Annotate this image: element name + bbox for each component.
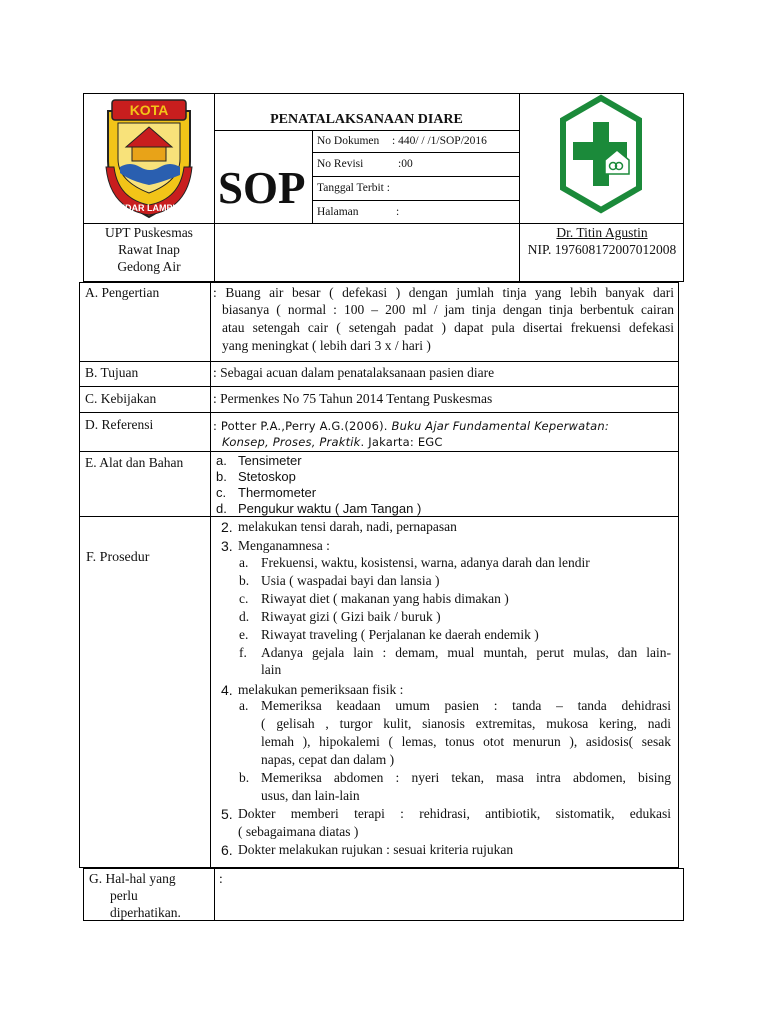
procedure-line: Frekuensi, waktu, kosistensi, warna, adanya darah dan lendir: [261, 555, 590, 570]
halaman-value: :: [396, 206, 400, 218]
section-g-label-2: perlu: [110, 888, 138, 903]
procedure-marker: 6.: [221, 842, 233, 858]
procedure-line: Usia ( waspadai bayi dan lansia ): [261, 573, 440, 588]
no-dokumen-label: No Dokumen: [317, 135, 380, 147]
no-revisi-value: :00: [398, 158, 413, 170]
equipment-item: Tensimeter: [238, 453, 302, 468]
header-divider: [214, 130, 519, 131]
section-a-line: atau setengah cair ( setengah padat ) dapat pula disertai frekuensi defekasi: [222, 320, 674, 335]
reference-authors: : Potter P.A.,Perry A.G.(2006).: [213, 419, 392, 433]
section-g-label-1: G. Hal-hal yang: [89, 871, 176, 886]
halaman-label: Halaman: [317, 206, 359, 218]
procedure-marker: 3.: [221, 538, 233, 554]
equipment-marker: a.: [216, 453, 227, 468]
row-divider: [79, 412, 679, 413]
section-d-label: D. Referensi: [85, 417, 154, 432]
section-b-label: B. Tujuan: [85, 365, 139, 380]
reference-publisher: . Jakarta: EGC: [360, 435, 443, 449]
procedure-marker: b.: [239, 573, 250, 588]
section-d-line-2: [222, 434, 443, 450]
header-divider: [312, 200, 519, 201]
signer-name: Dr. Titin Agustin: [556, 225, 648, 240]
section-g-label-3: diperhatikan.: [110, 905, 181, 920]
procedure-marker: d.: [239, 609, 250, 624]
procedure-line: ( sebagaimana diatas ): [238, 824, 359, 839]
header-divider: [312, 176, 519, 177]
section-g-text: :: [219, 871, 223, 886]
procedure-line: melakukan tensi darah, nadi, pernapasan: [238, 519, 457, 534]
org-line-1: UPT Puskesmas: [105, 225, 193, 240]
procedure-marker: 2.: [221, 519, 233, 535]
procedure-line: usus, dan lain-lain: [261, 788, 360, 803]
row-divider: [79, 361, 679, 362]
city-logo: [100, 97, 198, 219]
document-title: PENATALAKSANAAN DIARE: [270, 112, 463, 127]
reference-title: Buku Ajar Fundamental Keperwatan:: [391, 419, 609, 433]
reference-subtitle: Konsep, Proses, Praktik: [222, 435, 361, 449]
procedure-line: Menganamnesa :: [238, 538, 330, 553]
signer-nip: NIP. 197608172007012008: [527, 242, 677, 257]
procedure-marker: 4.: [221, 682, 233, 698]
section-d-line-1: [213, 418, 609, 434]
body-divider: [210, 282, 211, 868]
equipment-marker: c.: [216, 485, 227, 500]
procedure-marker: b.: [239, 770, 250, 785]
procedure-line: lemah ), hipokalemi ( lemas, tonus otot menurun ), asidosis( sesak: [261, 734, 671, 749]
section-c-label: C. Kebijakan: [85, 391, 157, 406]
procedure-marker: 5.: [221, 806, 233, 822]
procedure-line: Adanya gejala lain : demam, mual muntah, perut mulas, dan lain-: [261, 645, 671, 660]
section-f-label: F. Prosedur: [86, 550, 150, 565]
procedure-line: melakukan pemeriksaan fisik :: [238, 682, 404, 697]
procedure-line: napas, cepat dan dalam ): [261, 752, 395, 767]
procedure-marker: a.: [239, 555, 249, 570]
sop-label: SOP: [218, 163, 306, 213]
section-a-line: : Buang air besar ( defekasi ) dengan jumlah tinja yang lebih banyak dari: [213, 285, 674, 300]
section-a-line: biasanya ( normal : 100 – 200 ml / jam tinja dengan tinja berbentuk cairan: [222, 302, 674, 317]
puskesmas-logo: [555, 94, 647, 214]
equipment-marker: b.: [216, 469, 227, 484]
logo-top-text: KOTA: [129, 102, 169, 118]
procedure-line: Riwayat diet ( makanan yang habis dimakan ): [261, 591, 509, 606]
section-a-line: yang meningkat ( lebih dari 3 x / hari ): [222, 338, 431, 353]
procedure-line: Riwayat gizi ( Gizi baik / buruk ): [261, 609, 441, 624]
procedure-line: Memeriksa abdomen : nyeri tekan, masa intra abdomen, bising: [261, 770, 671, 785]
header-divider: [312, 152, 519, 153]
g-divider: [214, 868, 215, 921]
section-c-text: : Permenkes No 75 Tahun 2014 Tentang Puskesmas: [213, 391, 493, 406]
procedure-marker: c.: [239, 591, 249, 606]
equipment-item: Stetoskop: [238, 469, 296, 484]
procedure-line: ( gelisah , turgor kulit, sianosis extremitas, mukosa kering, nadi: [261, 716, 671, 731]
procedure-line: Riwayat traveling ( Perjalanan ke daerah endemik ): [261, 627, 539, 642]
procedure-line: Memeriksa keadaan umum pasien : tanda – tanda dehidrasi: [261, 698, 671, 713]
tanggal-label: Tanggal Terbit :: [317, 182, 390, 194]
row-divider: [79, 451, 679, 452]
org-line-3: Gedong Air: [117, 259, 181, 274]
equipment-item: Thermometer: [238, 485, 317, 500]
procedure-line: Dokter memberi terapi : rehidrasi, antibiotik, sistomatik, edukasi: [238, 806, 671, 821]
row-divider: [79, 386, 679, 387]
org-line-2: Rawat Inap: [118, 242, 180, 257]
no-dokumen-value: : 440/ / /1/SOP/2016: [392, 135, 487, 147]
procedure-line: lain: [261, 662, 282, 677]
no-revisi-label: No Revisi: [317, 158, 364, 170]
procedure-line: Dokter melakukan rujukan : sesuai kriteria rujukan: [238, 842, 514, 857]
section-e-label: E. Alat dan Bahan: [85, 455, 184, 470]
logo-bottom-text: BANDAR LAMPUNG: [105, 203, 193, 213]
section-a-label: A. Pengertian: [85, 285, 160, 300]
equipment-item: Pengukur waktu ( Jam Tangan ): [238, 501, 422, 516]
header-divider: [83, 223, 684, 224]
equipment-marker: d.: [216, 501, 227, 516]
procedure-marker: a.: [239, 698, 249, 713]
section-b-text: : Sebagai acuan dalam penatalaksanaan pasien diare: [213, 365, 495, 380]
procedure-marker: e.: [239, 627, 249, 642]
procedure-marker: f.: [239, 645, 247, 660]
logo-building: [132, 147, 166, 161]
